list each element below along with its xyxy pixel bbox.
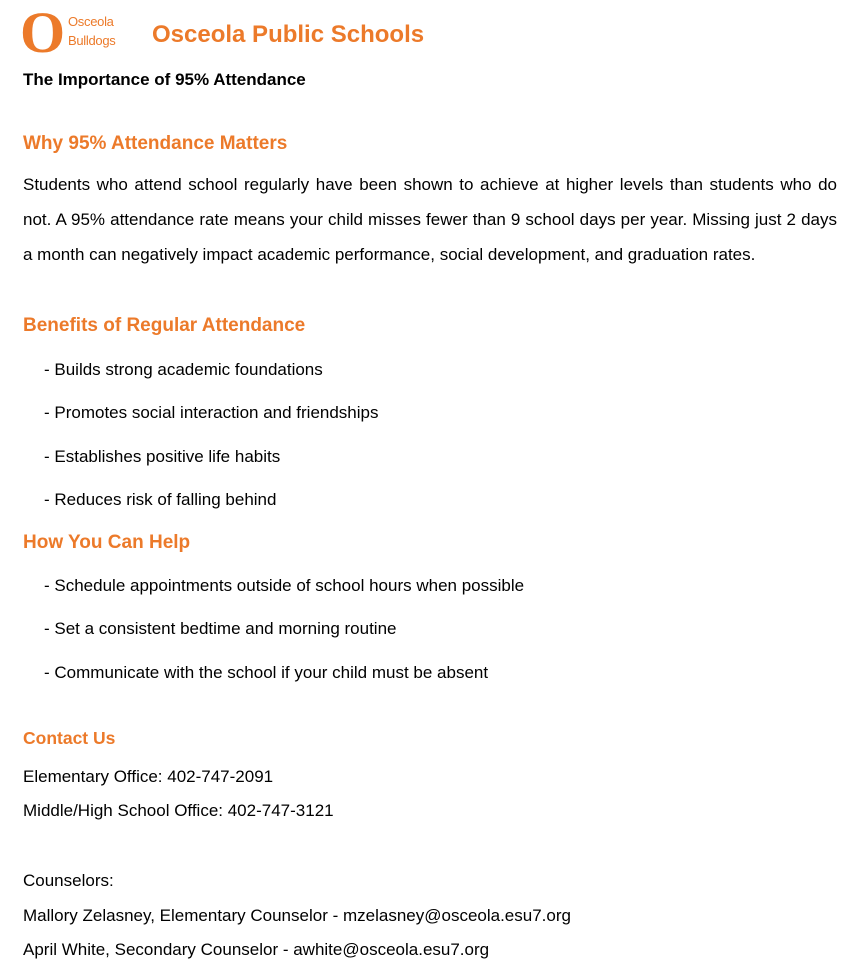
list-item: - Promotes social interaction and friendships [44, 403, 379, 423]
counselor-secondary: April White, Secondary Counselor - awhite@osceola.esu7.org [23, 940, 490, 959]
elementary-office-phone: Elementary Office: 402-747-2091 [23, 767, 274, 786]
logo-text [68, 12, 115, 50]
logo-line-2: Bulldogs [68, 33, 116, 48]
counselor-elementary: Mallory Zelasney, Elementary Counselor - mzelasney@osceola.esu7.org [23, 906, 571, 925]
list-item: - Builds strong academic foundations [44, 360, 323, 379]
heading-contact: Contact Us [23, 728, 116, 748]
heading-benefits: Benefits of Regular Attendance [23, 315, 306, 336]
heading-how-to-help: How You Can Help [23, 532, 191, 553]
school-logo [20, 0, 130, 65]
site-title: Osceola Public Schools [152, 21, 425, 48]
help-list [44, 576, 524, 706]
logo-letter: O [20, 0, 66, 65]
list-item: - Set a consistent bedtime and morning routine [44, 619, 397, 639]
heading-why-attendance: Why 95% Attendance Matters [23, 133, 288, 154]
middle-high-office-phone: Middle/High School Office: 402-747-3121 [23, 801, 334, 820]
list-item: - Establishes positive life habits [44, 446, 281, 466]
logo-line-1: Osceola [68, 14, 114, 29]
document-title: The Importance of 95% Attendance [23, 70, 306, 89]
list-item: - Schedule appointments outside of school hours when possible [44, 576, 525, 595]
list-item: - Communicate with the school if your child must be absent [44, 662, 489, 682]
benefits-list [44, 360, 379, 533]
list-item: - Reduces risk of falling behind [44, 489, 277, 509]
why-attendance-paragraph: Students who attend school regularly have been shown to achieve at higher levels than students who do not. A 95% attendance rate means your child misses fewer than 9 school days per year. Missing just 2 days a month can negatively impact academic performance, social development, and graduation rates. [23, 175, 837, 264]
header [20, 0, 840, 65]
counselors-label: Counselors: [23, 871, 114, 890]
